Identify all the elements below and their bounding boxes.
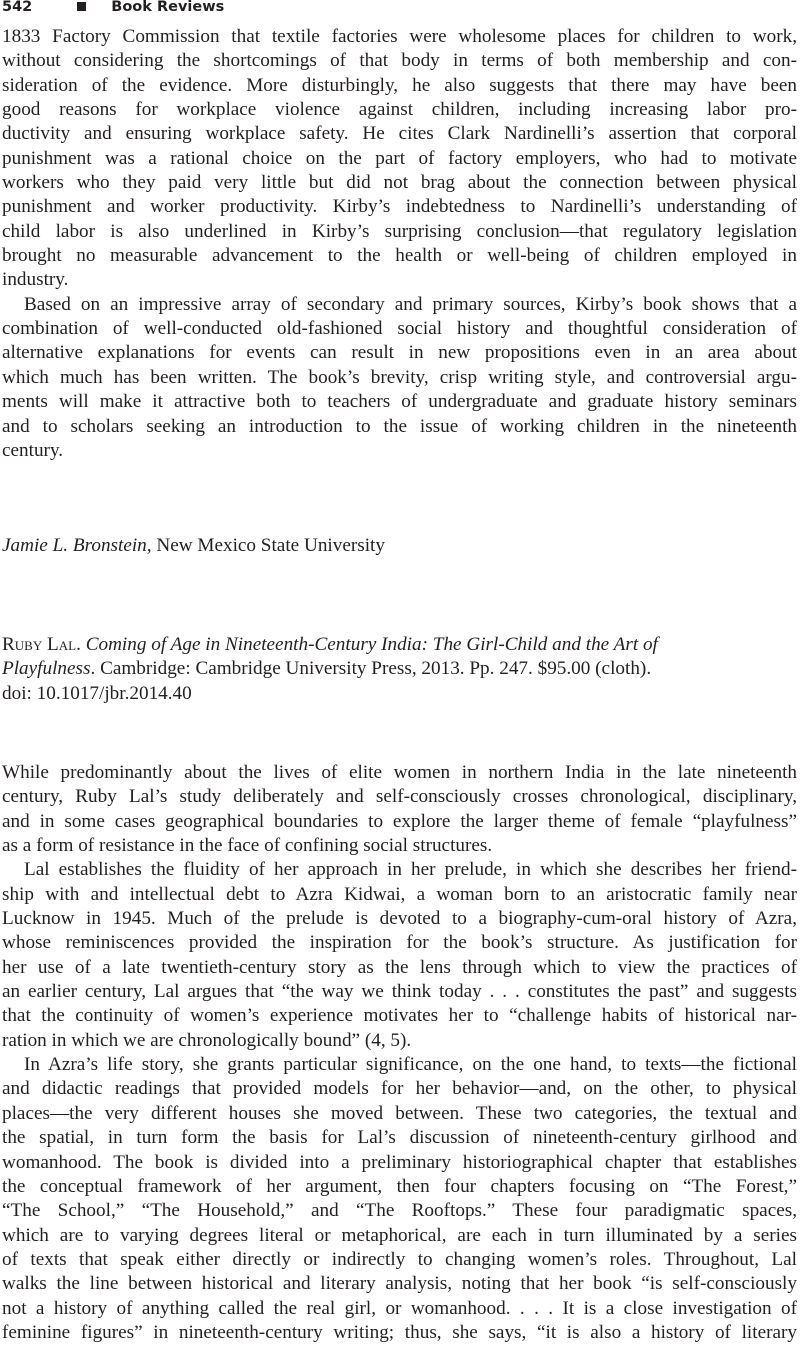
doi-link[interactable]: doi: 10.1017/jbr.2014.40 (2, 682, 192, 704)
text-line: brought no measurable advancement to the health or well-being of children employed in (2, 245, 797, 267)
text-line: century, Ruby Lal’s study deliberately and self-consciously crosses chronological, disciplinary, (2, 786, 797, 808)
section-title: Book Reviews (111, 0, 225, 15)
text-line: 1833 Factory Commission that textile factories were wholesome places for children to work, (2, 26, 797, 47)
review-body-kirby (2, 25, 797, 463)
text-line: In Azra’s life story, she grants particular significance, on the one hand, to texts—the fictional (24, 1054, 797, 1076)
text-line: century. (2, 439, 64, 461)
running-header (2, 0, 224, 16)
reviewer-name: Jamie L. Bronstein, (2, 535, 152, 556)
paragraph (2, 293, 797, 463)
text-line: the conceptual framework of her argument, then four chapters focusing on “The Forest,” (2, 1175, 797, 1197)
text-line: and didactic readings that provided models for her behavior—and, on the other, to physical (2, 1078, 797, 1100)
text-line: the spatial, in turn form the basis for Lal’s discussion of nineteenth-century girlhood and (2, 1127, 797, 1149)
reviewer-signature (2, 534, 797, 558)
text-line: womanhood. The book is divided into a preliminary historiographical chapter that establishes (2, 1151, 797, 1173)
text-line: combination of well-conducted old-fashioned social history and thoughtful consideration of (2, 318, 797, 340)
text-line: an earlier century, Lal argues that “the way we think today . . . constitutes the past” and suggests (2, 981, 797, 1003)
text-line: walks the line between historical and literary analysis, noting that her book “is self-consciously (2, 1273, 797, 1295)
book-title: Coming of Age in Nineteenth-Century India: The Girl-Child and the Art of (85, 634, 658, 655)
text-line: that the continuity of women’s experience motivates her to “challenge habits of historical nar- (2, 1005, 797, 1027)
text-line: of texts that speak either directly or indirectly to changing women’s roles. Throughout, Lal (2, 1248, 797, 1270)
text-line: sideration of the evidence. More disturbingly, he also suggests that there may have been (2, 74, 797, 96)
text-line: Lucknow in 1945. Much of the prelude is devoted to a biography-cum-oral history of Azra, (2, 908, 797, 930)
text-line: workers who they paid very little but did not brag about the connection between physical (2, 172, 797, 194)
book-citation (2, 633, 797, 706)
text-line: feminine figures” in nineteenth-century writing; thus, she says, “it is also a history of literary (2, 1321, 797, 1343)
text-line: alternative explanations for events can result in new propositions even in an area about (2, 342, 797, 364)
text-line: not a history of anything called the real girl, or womanhood. . . . It is a close investigation of (2, 1297, 797, 1319)
text-line: and in some cases geographical boundaries to explore the larger theme of female “playfulness” (2, 810, 797, 832)
text-line: industry. (2, 269, 69, 291)
text-line: which much has been written. The book’s brevity, crisp writing style, and controversial argu- (2, 366, 797, 388)
square-bullet-icon (77, 2, 86, 11)
text-line: without considering the shortcomings of that body in terms of both membership and con- (2, 50, 797, 72)
text-line: her use of a late twentieth-century story as the lens through which to view the practices of (2, 956, 797, 978)
text-line: Lal establishes the fluidity of her approach in her prelude, in which she describes her friend- (24, 859, 797, 881)
paragraph (2, 25, 797, 293)
text-line: places—the very different houses she moved between. These two categories, the textual and (2, 1102, 797, 1124)
text-line: child labor is also underlined in Kirby’s surprising conclusion—that regulatory legislation (2, 220, 797, 242)
text-line: punishment and worker productivity. Kirby’s indebtedness to Nardinelli’s understanding of (2, 196, 797, 218)
text-line: ration in which we are chronologically bound” (4, 5). (2, 1029, 412, 1051)
book-title-cont: Playfulness (2, 658, 91, 680)
text-line: punishment was a rational choice on the part of factory employers, who had to motivate (2, 147, 797, 169)
page-number: 542 (2, 0, 33, 15)
review-body-lal (2, 761, 797, 1345)
publication-info: . Cambridge: Cambridge University Press, 2013. Pp. 247. $95.00 (cloth). (90, 658, 652, 680)
text-line: “The School,” “The Household,” and “The Rooftops.” These four paradigmatic spaces, (2, 1200, 797, 1222)
reviewer-affiliation: New Mexico State University (156, 535, 385, 556)
text-line: which are to varying degrees literal or metaphorical, are each in turn illuminated by a series (2, 1224, 797, 1246)
text-line: as a form of resistance in the face of confining social structures. (2, 835, 493, 857)
text-line: ship with and intellectual debt to Azra Kidwai, a woman born to an aristocratic family near (2, 883, 797, 905)
text-line: whose reminiscences provided the inspiration for the book’s structure. As justification for (2, 932, 797, 954)
text-line: ductivity and ensuring workplace safety. He cites Clark Nardinelli’s assertion that corporal (2, 123, 797, 145)
paragraph (2, 858, 797, 1053)
text-line: and to scholars seeking an introduction to the issue of working children in the nineteenth (2, 415, 797, 437)
book-author: Ruby Lal. (2, 634, 81, 655)
text-line: Based on an impressive array of secondary and primary sources, Kirby’s book shows that a (24, 293, 797, 315)
text-line: good reasons for workplace violence against children, including increasing labor pro- (2, 99, 797, 121)
text-line: ments will make it attractive both to teachers of undergraduate and graduate history seminars (2, 391, 797, 413)
paragraph (2, 761, 797, 858)
paragraph (2, 1053, 797, 1345)
text-line: While predominantly about the lives of elite women in northern India in the late nineteenth (2, 762, 797, 783)
